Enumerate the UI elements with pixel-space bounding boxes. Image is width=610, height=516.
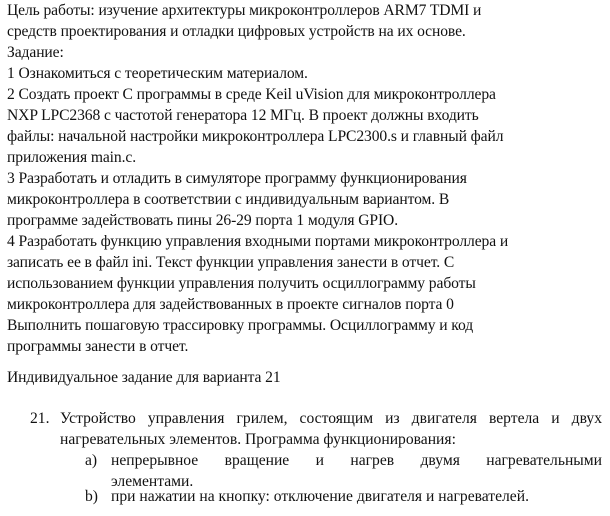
intro-line: 2 Создать проект С программы в среде Keil uVision для микроконтроллера: [7, 86, 496, 103]
intro-line: программы занести в отчет.: [7, 338, 189, 355]
task-line: нагревательных элементов. Программа функционирования:: [60, 431, 456, 448]
intro-line: микроконтроллера в соответствии с индивидуальным вариантом. В: [7, 191, 450, 208]
task-line: Устройство управления грилем, состоящим из двигателя вертела и двух: [60, 410, 602, 427]
intro-line: Выполнить пошаговую трассировку программы. Осциллограмму и код: [7, 317, 474, 334]
intro-line: 4 Разработать функцию управления входными портами микроконтроллера и: [7, 233, 509, 250]
task-description: [60, 408, 602, 450]
intro-line: записать ее в файл ini. Текст функции управления занести в отчет. С: [7, 254, 455, 271]
subitem-line: элементами.: [111, 473, 194, 490]
intro-line: использованием функции управления получить осциллограмму работы: [7, 275, 476, 292]
intro-line: Задание:: [7, 44, 64, 61]
intro-line: микроконтроллера для задействованных в проекте сигналов порта 0: [7, 296, 454, 313]
intro-line: Цель работы: изучение архитектуры микроконтроллеров ARM7 TDMI и: [7, 2, 482, 19]
intro-line: 3 Разработать и отладить в симуляторе программу функционирования: [7, 170, 467, 187]
intro-line: программе задействовать пины 26-29 порта 1 модуля GPIO.: [7, 212, 399, 229]
subitem-marker: a): [85, 452, 98, 469]
task-number: 21.: [30, 410, 50, 427]
intro-line: NXP LPC2368 с частотой генератора 12 МГц. В проект должны входить: [7, 107, 479, 124]
subitem-line: при нажатии на кнопку: отключение двигателя и нагревателей.: [111, 488, 529, 505]
lab-assignment-text: [7, 0, 607, 357]
subitem-line: непрерывное вращение и нагрев двумя нагревательными: [111, 452, 602, 469]
intro-line: файлы: начальной настройки микроконтроллера LPC2300.s и главный файл: [7, 128, 504, 145]
intro-line: 1 Ознакомиться с теоретическим материалом.: [7, 65, 308, 82]
intro-line: приложения main.c.: [7, 149, 137, 166]
subitem-text: [111, 486, 602, 507]
subitem-marker: b): [85, 488, 98, 505]
intro-line: средств проектирования и отладки цифровых устройств на их основе.: [7, 23, 466, 40]
variant-heading: Индивидуальное задание для варианта 21: [7, 369, 281, 386]
